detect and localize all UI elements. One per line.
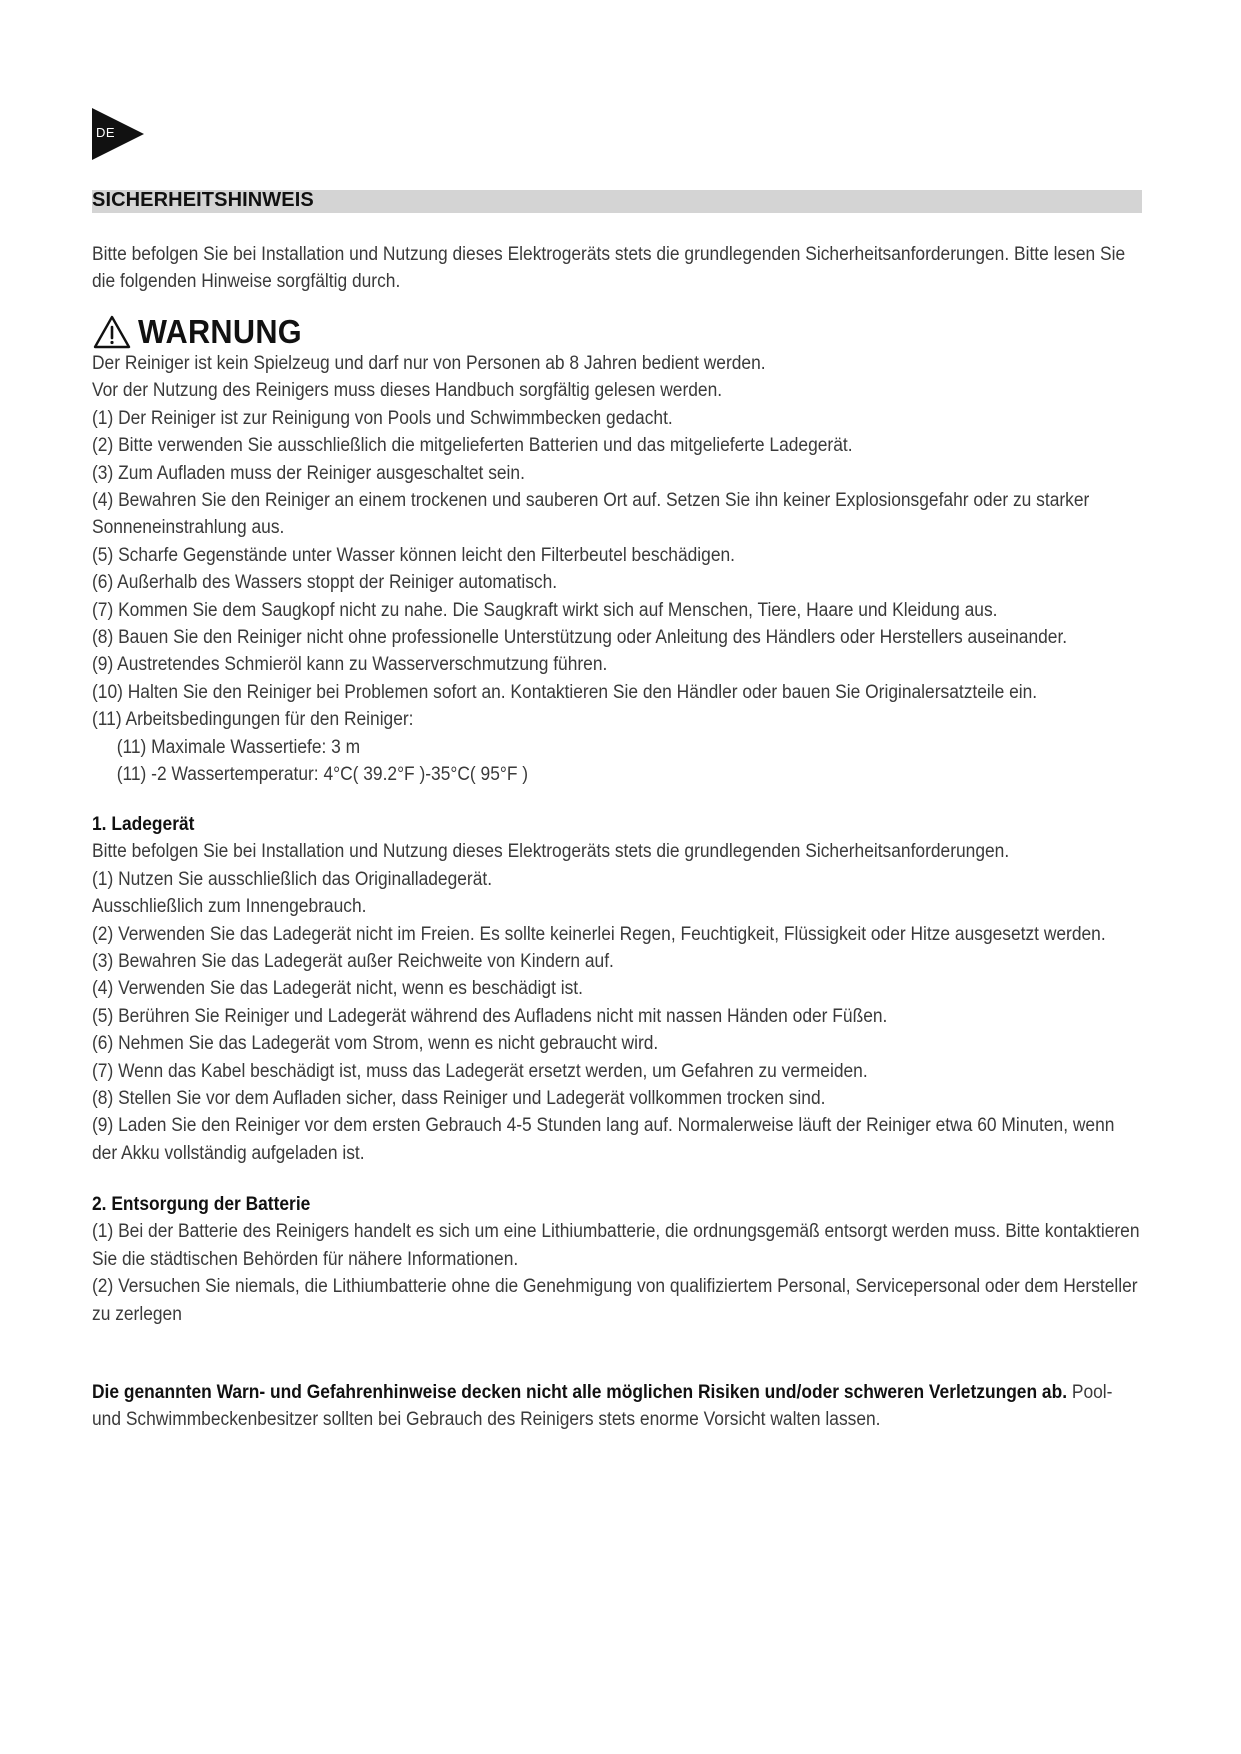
footer-note-paragraph [92,1379,1144,1434]
language-code: DE [96,125,116,140]
intro-text: Bitte befolgen Sie bei Installation und Nutzung dieses Elektrogeräts stets die grundlegenden Sicherheitsanforderungen. Bitte lesen Sie die folgenden Hinweise sorgfältig durch. [92,244,1126,293]
warning-line: (8) Bauen Sie den Reiniger nicht ohne professionelle Unterstützung oder Anleitung des Händlers oder Herstellers auseinander. [92,627,1068,649]
footer-note [92,1379,1144,1434]
charger-line: (3) Bewahren Sie das Ladegerät außer Reichweite von Kindern auf. [92,951,614,973]
warning-line: (6) Außerhalb des Wassers stoppt der Reiniger automatisch. [92,572,558,594]
warning-line: (9) Austretendes Schmieröl kann zu Wasserverschmutzung führen. [92,654,608,676]
warning-line: (1) Der Reiniger ist zur Reinigung von Pools und Schwimmbecken gedacht. [92,407,673,429]
warning-heading [92,312,314,352]
charger-line: (6) Nehmen Sie das Ladegerät vom Strom, wenn es nicht gebraucht wird. [92,1033,659,1055]
warning-line: (2) Bitte verwenden Sie ausschließlich die mitgelieferten Batterien und das mitgelieferte Ladegerät. [92,435,853,457]
charger-line: (2) Verwenden Sie das Ladegerät nicht im Freien. Es sollte keinerlei Regen, Feuchtigkeit, Flüssigkeit oder Hitze ausgesetzt werden. [92,923,1106,945]
warning-line: (10) Halten Sie den Reiniger bei Problemen sofort an. Kontaktieren Sie den Händler oder bauen Sie Originalersatzteile ein. [92,681,1038,703]
language-badge [92,108,144,160]
warning-triangle-icon [92,314,132,350]
charger-line: (1) Nutzen Sie ausschließlich das Originalladegerät. [92,868,493,890]
section-title: SICHERHEITSHINWEIS [92,189,314,211]
intro-paragraph [92,241,1144,296]
battery-section [92,1191,1144,1328]
warning-line: (7) Kommen Sie dem Saugkopf nicht zu nahe. Die Saugkraft wirkt sich auf Menschen, Tiere, Haare und Kleidung aus. [92,599,998,621]
warning-title: WARNUNG [138,313,302,350]
battery-line: (2) Versuchen Sie niemals, die Lithiumbatterie ohne die Genehmigung von qualifiziertem Personal, Servicepersonal oder dem Hersteller zu zerlegen [92,1276,1138,1325]
charger-line: (8) Stellen Sie vor dem Aufladen sicher, dass Reiniger und Ladegerät vollkommen trocken sind. [92,1088,826,1110]
charger-line: Bitte befolgen Sie bei Installation und Nutzung dieses Elektrogeräts stets die grundlegenden Sicherheitsanforderungen. [92,841,1010,863]
warning-line: Vor der Nutzung des Reinigers muss dieses Handbuch sorgfältig gelesen werden. [92,380,723,402]
charger-line: (7) Wenn das Kabel beschädigt ist, muss das Ladegerät ersetzt werden, um Gefahren zu vermeiden. [92,1060,868,1082]
warning-line: (3) Zum Aufladen muss der Reiniger ausgeschaltet sein. [92,462,525,484]
warning-sub-line: (11) -2 Wassertemperatur: 4°C( 39.2°F )-35°C( 95°F ) [116,764,529,786]
warning-line: (5) Scharfe Gegenstände unter Wasser können leicht den Filterbeutel beschädigen. [92,544,735,566]
footer-note-bold: Die genannten Warn- und Gefahrenhinweise decken nicht alle möglichen Risiken und/oder schweren Verletzungen ab. [92,1382,1068,1403]
charger-line: (9) Laden Sie den Reiniger vor dem ersten Gebrauch 4-5 Stunden lang auf. Normalerweise läuft der Reiniger etwa 60 Minuten, wenn der Akku vollständig aufgeladen ist. [92,1115,1115,1164]
warning-line: Der Reiniger ist kein Spielzeug und darf nur von Personen ab 8 Jahren bedient werden. [92,353,766,374]
charger-line: Ausschließlich zum Innengebrauch. [92,896,367,918]
charger-title: 1. Ladegerät [92,814,195,835]
battery-title: 2. Entsorgung der Batterie [92,1194,311,1215]
warning-sub-line: (11) Maximale Wassertiefe: 3 m [116,736,361,758]
battery-line: (1) Bei der Batterie des Reinigers handelt es sich um eine Lithiumbatterie, die ordnungsgemäß entsorgt werden muss. Bitte kontaktieren Sie die städtischen Behörden für nähere Informationen. [92,1221,1140,1270]
charger-line: (5) Berühren Sie Reiniger und Ladegerät während des Aufladens nicht mit nassen Händen oder Füßen. [92,1005,888,1027]
footer-note-normal: Pool- und Schwimmbeckenbesitzer sollten bei Gebrauch des Reinigers stets enorme Vorsicht walten lassen. [92,1382,1113,1431]
warning-line: (4) Bewahren Sie den Reiniger an einem trockenen und sauberen Ort auf. Setzen Sie ihn keiner Explosionsgefahr oder zu starker Sonneneinstrahlung aus. [92,490,1090,539]
warning-line: (11) Arbeitsbedingungen für den Reiniger: [92,709,414,731]
charger-section [92,811,1144,1167]
charger-line: (4) Verwenden Sie das Ladegerät nicht, wenn es beschädigt ist. [92,978,583,1000]
warning-list [92,350,1144,789]
